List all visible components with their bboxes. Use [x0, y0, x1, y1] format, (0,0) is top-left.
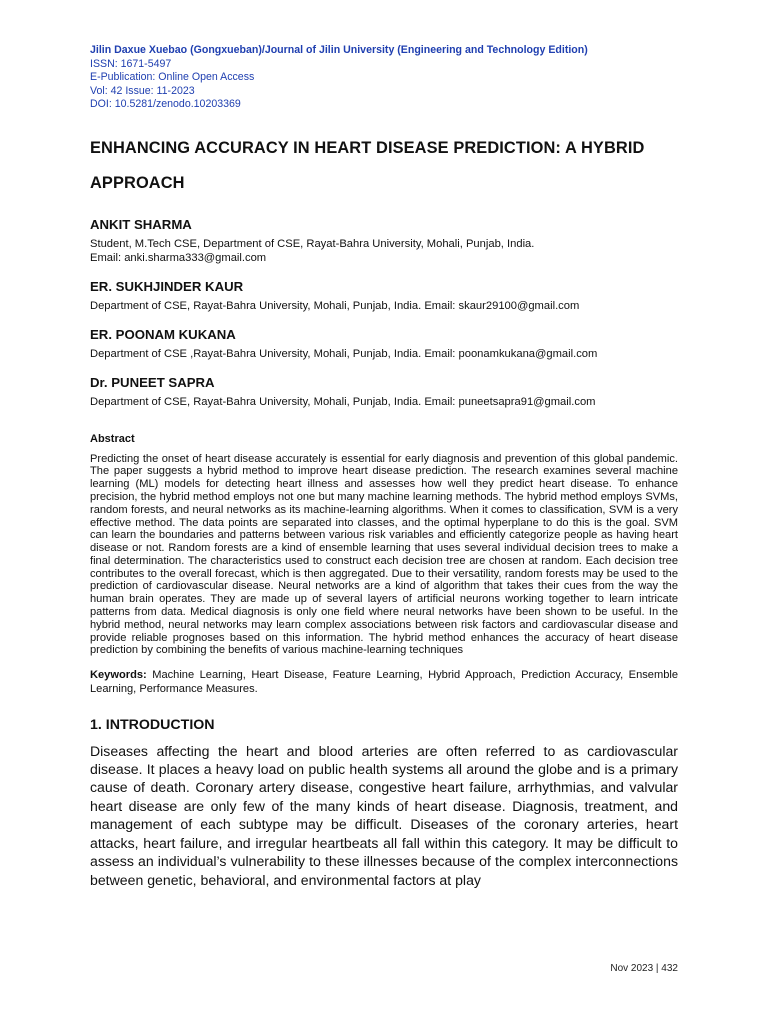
journal-header	[90, 44, 678, 112]
introduction-text: Diseases affecting the heart and blood arteries are often referred to as cardiovascular disease. It places a heavy load on public health systems all around the globe and is a primary cause of death. Coronary artery disease, congestive heart failure, arrhythmias, and valvular heart disease are only few of the many kinds of heart disease. Diagnosis, treatment, and management of each subtype may be difficult. Diseases of the coronary arteries, heart attacks, heart failure, and irregular heartbeats all fall within this category. It may be difficult to assess an individual’s vulnerability to these illnesses because of the complex interconnections between genetic, behavioral, and environmental factors at play	[90, 742, 678, 888]
abstract-heading: Abstract	[90, 432, 135, 445]
author-name: ER. POONAM KUKANA	[90, 327, 236, 343]
author-affiliation: Department of CSE, Rayat-Bahra University, Mohali, Punjab, India. Email: skaur29100@gmail.com	[90, 299, 580, 312]
author-affiliation: Department of CSE ,Rayat-Bahra University, Mohali, Punjab, India. Email: poonamkukana@gmail.com	[90, 348, 598, 361]
keywords-text: Machine Learning, Heart Disease, Feature Learning, Hybrid Approach, Prediction Accuracy, Ensemble Learning, Performance Measures.	[90, 669, 678, 696]
author-email: Email: anki.sharma333@gmail.com	[90, 251, 267, 264]
author-affiliation	[90, 237, 678, 265]
paper-title: ENHANCING ACCURACY IN HEART DISEASE PREDICTION: A HYBRID APPROACH	[90, 138, 645, 192]
page-footer: Nov 2023 | 432	[610, 963, 678, 974]
keywords	[90, 668, 678, 696]
journal-doi: DOI: 10.5281/zenodo.10203369	[90, 98, 241, 110]
author-name: Dr. PUNEET SAPRA	[90, 375, 215, 391]
section-heading: 1. INTRODUCTION	[90, 716, 215, 733]
journal-volume: Vol: 42 Issue: 11-2023	[90, 84, 195, 97]
author-name: ER. SUKHJINDER KAUR	[90, 278, 244, 294]
author-affiliation: Department of CSE, Rayat-Bahra University, Mohali, Punjab, India. Email: puneetsapra91@gmail.com	[90, 396, 596, 409]
author-name: ANKIT SHARMA	[90, 216, 192, 232]
keywords-label: Keywords:	[90, 669, 147, 682]
paper-page	[90, 44, 678, 889]
abstract-text: Predicting the onset of heart disease accurately is essential for early diagnosis and prevention of this global pandemic. The paper suggests a hybrid method to improve heart disease prediction. The research examines several machine learning (ML) models for detecting heart illness and assesses how well they predict heart disease. To enhance precision, the hybrid method employs not one but many machine learning methods. The hybrid method employs SVMs, random forests, and neural networks as its machine-learning algorithms. When it comes to classification, SVM is a very effective method. The data points are separated into classes, and the optimal hyperplane to do this is the goal. SVM can learn the boundaries and patterns between various risk variables and efficiently categorize people as having heart disease or not. Random forests are a kind of ensemble learning that uses several individual decision trees to make a final determination. The characteristics used to construct each decision tree are chosen at random. Each decision tree contributes to the overall forecast, which is then aggregated. Due to their versatility, random forests may be used to the prediction of cardiovascular disease. Neural networks are a kind of algorithm that takes their cues from the way the human brain operates. They are made up of several layers of artificial neurons working together to learn intricate patterns from data. Medical diagnosis is only one field where neural networks have been shown to be useful. In the hybrid method, neural networks may learn complex associations between risk factors and cardiovascular disease and provide reliable prognoses based on this information. The hybrid method enhances the accuracy of heart disease prediction by combining the benefits of various machine-learning techniques	[90, 452, 678, 657]
journal-name: Jilin Daxue Xuebao (Gongxueban)/Journal of Jilin University (Engineering and Technology Edition)	[90, 44, 588, 56]
journal-issn: ISSN: 1671-5497	[90, 57, 172, 70]
author-affiliation-text: Student, M.Tech CSE, Department of CSE, Rayat-Bahra University, Mohali, Punjab, India.	[90, 237, 535, 250]
journal-publication: E-Publication: Online Open Access	[90, 71, 255, 83]
